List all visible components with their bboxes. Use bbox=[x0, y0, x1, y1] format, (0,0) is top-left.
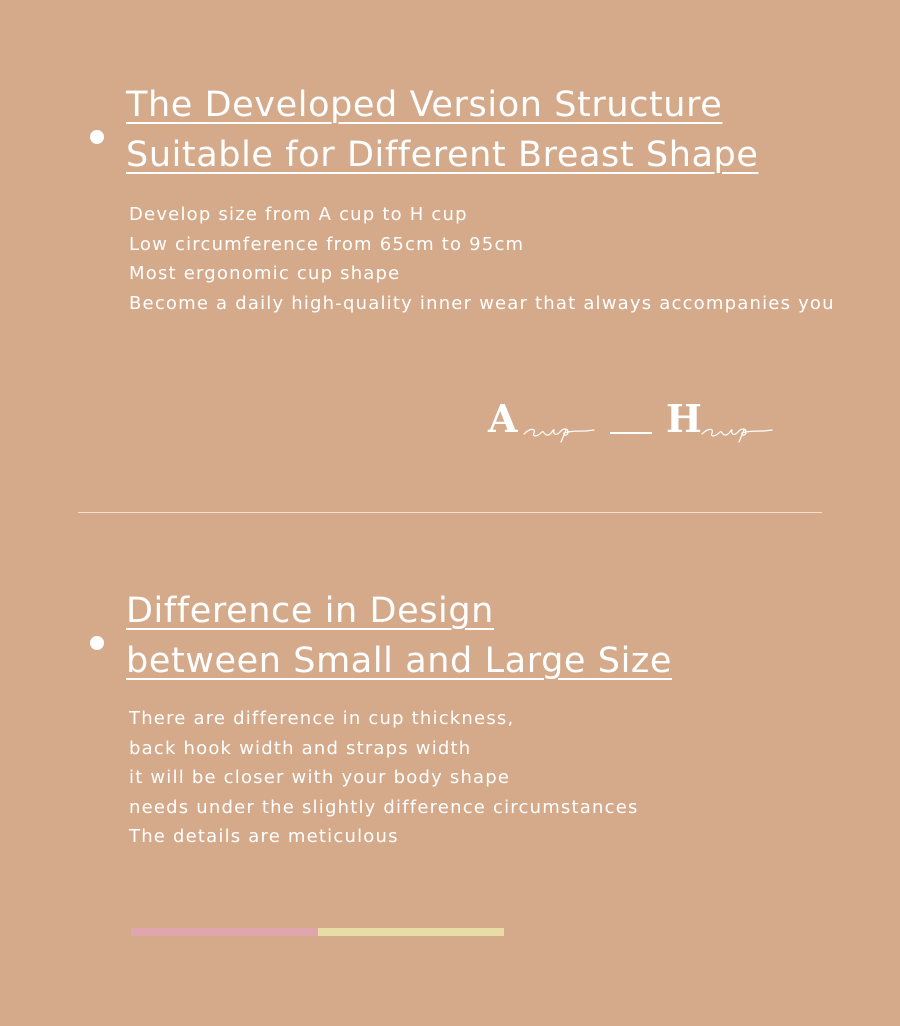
section-1-bullet bbox=[90, 130, 104, 144]
cup-from-letter: A bbox=[488, 396, 518, 441]
section-2-body-line-5: The details are meticulous bbox=[129, 826, 399, 847]
cup-range-graphic bbox=[488, 396, 788, 446]
cup-to-letter: H bbox=[666, 396, 702, 441]
section-1-body-line-4: Become a daily high-quality inner wear that always accompanies you bbox=[129, 292, 835, 314]
section-divider bbox=[78, 512, 822, 513]
section-1-body bbox=[129, 200, 835, 318]
color-bar-pink bbox=[131, 928, 318, 936]
section-1-heading-line-1: The Developed Version Structure bbox=[126, 85, 723, 125]
section-2-heading bbox=[126, 586, 672, 686]
color-bar-yellow bbox=[318, 928, 504, 936]
section-1-heading bbox=[126, 80, 758, 180]
section-2-bullet bbox=[90, 636, 104, 650]
section-2-heading-line-2: between Small and Large Size bbox=[126, 641, 673, 681]
section-2-body-line-4: needs under the slightly difference circumstances bbox=[129, 796, 639, 818]
section-2-body-line-3: it will be closer with your body shape bbox=[129, 767, 511, 788]
section-1-body-line-1: Develop size from A cup to H cup bbox=[129, 204, 468, 225]
section-1-body-line-3: Most ergonomic cup shape bbox=[129, 263, 401, 284]
section-2-heading-line-1: Difference in Design bbox=[126, 591, 494, 631]
section-2-body-line-1: There are difference in cup thickness, bbox=[129, 708, 515, 729]
cup-script-icon bbox=[700, 418, 774, 444]
section-2-body bbox=[129, 704, 639, 852]
cup-script-icon bbox=[522, 418, 596, 444]
cup-range-dash bbox=[610, 432, 652, 434]
section-1-body-line-2: Low circumference from 65cm to 95cm bbox=[129, 233, 525, 255]
section-2-body-line-2: back hook width and straps width bbox=[129, 737, 472, 759]
section-1-heading-line-2: Suitable for Different Breast Shape bbox=[126, 135, 759, 175]
